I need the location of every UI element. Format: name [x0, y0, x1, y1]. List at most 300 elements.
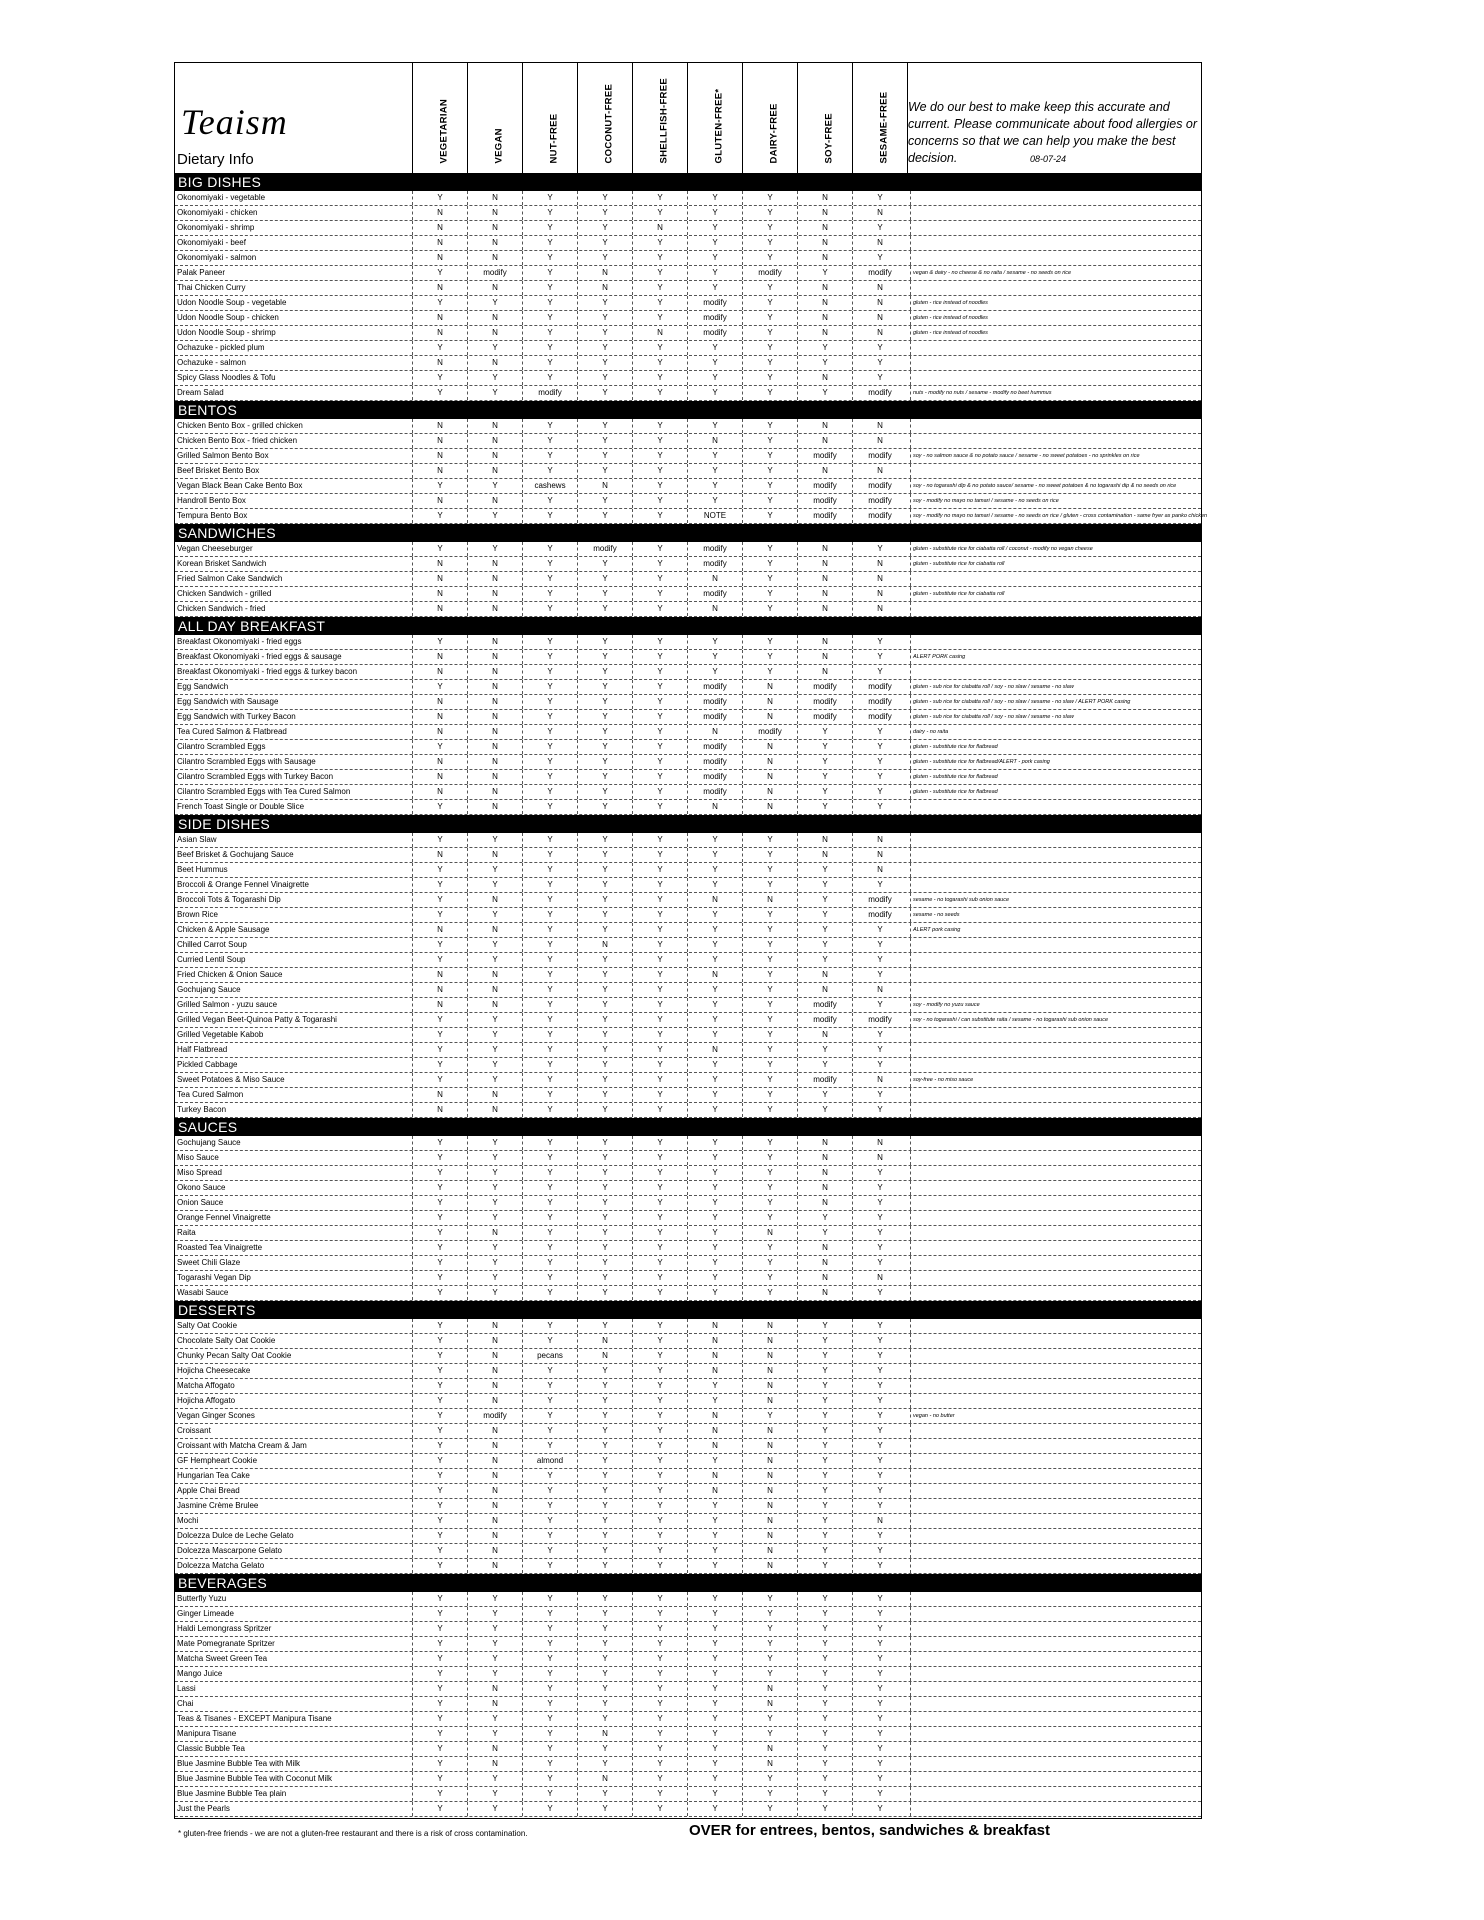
- table-cell: Y: [412, 1652, 467, 1666]
- table-cell: N: [412, 206, 467, 220]
- table-cell: Y: [522, 725, 577, 739]
- table-cell: N: [797, 191, 852, 205]
- table-cell: Y: [577, 953, 632, 967]
- table-cell: Y: [577, 1667, 632, 1681]
- table-row: [175, 725, 1201, 740]
- table-cell: cashews: [522, 479, 577, 493]
- table-cell: Y: [742, 1088, 797, 1102]
- table-cell: N: [797, 1271, 852, 1285]
- table-cell: Y: [412, 479, 467, 493]
- table-cell: Y: [412, 1499, 467, 1513]
- column-header: [577, 63, 632, 173]
- item-name: Chicken Sandwich - grilled: [177, 589, 272, 598]
- table-cell: Y: [797, 356, 852, 370]
- table-cell: Y: [632, 1592, 687, 1606]
- item-note: [910, 1394, 913, 1408]
- table-cell: Y: [852, 1652, 907, 1666]
- column-header-label: SHELLFISH-FREE: [658, 78, 670, 164]
- table-cell: Y: [522, 1727, 577, 1741]
- table-cell: N: [467, 494, 522, 508]
- table-cell: N: [687, 725, 742, 739]
- table-cell: N: [467, 1514, 522, 1528]
- table-cell: Y: [522, 1058, 577, 1072]
- table-cell: Y: [742, 602, 797, 616]
- table-row: [175, 296, 1201, 311]
- table-cell: N: [852, 557, 907, 571]
- table-cell: Y: [632, 1757, 687, 1771]
- table-cell: Y: [632, 371, 687, 385]
- table-cell: Y: [522, 266, 577, 280]
- table-cell: Y: [687, 1592, 742, 1606]
- column-header: [467, 63, 522, 173]
- table-cell: Y: [412, 1349, 467, 1363]
- table-cell: Y: [522, 1319, 577, 1333]
- table-cell: N: [467, 695, 522, 709]
- table-row: [175, 1409, 1201, 1424]
- item-note: [910, 1211, 913, 1225]
- table-cell: Y: [797, 1379, 852, 1393]
- table-cell: Y: [577, 1544, 632, 1558]
- table-cell: Y: [577, 1439, 632, 1453]
- item-note: [910, 1103, 913, 1117]
- table-cell: Y: [742, 1409, 797, 1423]
- table-cell: Y: [852, 1529, 907, 1543]
- table-cell: N: [467, 572, 522, 586]
- table-cell: Y: [742, 1712, 797, 1726]
- table-cell: Y: [412, 833, 467, 847]
- table-cell: Y: [577, 1652, 632, 1666]
- table-cell: N: [797, 572, 852, 586]
- table-cell: Y: [687, 356, 742, 370]
- table-cell: Y: [467, 386, 522, 400]
- table-cell: Y: [467, 509, 522, 523]
- table-row: [175, 1499, 1201, 1514]
- table-cell: N: [797, 251, 852, 265]
- item-name: Half Flatbread: [177, 1045, 228, 1054]
- table-cell: Y: [522, 1544, 577, 1558]
- table-cell: Y: [687, 1757, 742, 1771]
- table-cell: Y: [412, 1271, 467, 1285]
- table-cell: Y: [522, 833, 577, 847]
- table-cell: Y: [687, 953, 742, 967]
- table-cell: N: [742, 1319, 797, 1333]
- table-cell: Y: [852, 1424, 907, 1438]
- table-cell: N: [467, 1334, 522, 1348]
- item-note: [910, 1196, 913, 1210]
- item-note: [910, 191, 913, 205]
- table-cell: Y: [687, 1028, 742, 1042]
- item-note: gluten - rice instead of noodles: [910, 296, 988, 310]
- table-cell: Y: [742, 464, 797, 478]
- table-cell: Y: [577, 206, 632, 220]
- item-note: gluten - rice instead of noodles: [910, 326, 988, 340]
- table-cell: N: [467, 221, 522, 235]
- table-cell: Y: [577, 371, 632, 385]
- table-cell: Y: [632, 1667, 687, 1681]
- table-cell: Y: [742, 1073, 797, 1087]
- table-row: [175, 386, 1201, 401]
- table-row: [175, 1103, 1201, 1118]
- table-cell: Y: [742, 449, 797, 463]
- column-header-label: DAIRY-FREE: [768, 103, 780, 164]
- table-cell: Y: [467, 1271, 522, 1285]
- table-cell: Y: [467, 1241, 522, 1255]
- item-note: [910, 848, 913, 862]
- table-cell: Y: [522, 635, 577, 649]
- table-cell: N: [467, 1088, 522, 1102]
- table-row: [175, 1241, 1201, 1256]
- table-cell: modify: [852, 908, 907, 922]
- item-note: [910, 1514, 913, 1528]
- table-cell: modify: [687, 770, 742, 784]
- table-cell: N: [467, 1319, 522, 1333]
- table-cell: modify: [797, 998, 852, 1012]
- table-cell: Y: [577, 785, 632, 799]
- table-cell: N: [797, 206, 852, 220]
- table-cell: Y: [742, 1013, 797, 1027]
- table-cell: Y: [632, 1286, 687, 1300]
- item-note: [910, 221, 913, 235]
- table-cell: N: [742, 1559, 797, 1573]
- table-cell: Y: [852, 1058, 907, 1072]
- table-cell: N: [412, 326, 467, 340]
- table-cell: modify: [687, 755, 742, 769]
- table-cell: Y: [467, 938, 522, 952]
- table-cell: N: [852, 848, 907, 862]
- table-row: [175, 878, 1201, 893]
- table-cell: Y: [797, 1043, 852, 1057]
- table-cell: Y: [632, 1136, 687, 1150]
- item-note: gluten - substitute rice for ciabatta roll / coconut - modify no vegan cheese: [910, 542, 1093, 556]
- table-cell: Y: [632, 1652, 687, 1666]
- table-cell: Y: [797, 1499, 852, 1513]
- table-cell: modify: [687, 680, 742, 694]
- table-cell: Y: [522, 695, 577, 709]
- item-name: Pickled Cabbage: [177, 1060, 238, 1069]
- table-cell: Y: [467, 1802, 522, 1816]
- table-cell: N: [742, 785, 797, 799]
- table-cell: N: [412, 236, 467, 250]
- table-cell: Y: [522, 1073, 577, 1087]
- item-name: Blue Jasmine Bubble Tea plain: [177, 1789, 287, 1798]
- table-cell: N: [412, 968, 467, 982]
- table-cell: Y: [412, 1394, 467, 1408]
- table-row: [175, 1073, 1201, 1088]
- table-row: [175, 1028, 1201, 1043]
- column-header: [742, 63, 797, 173]
- table-cell: Y: [577, 863, 632, 877]
- table-cell: Y: [797, 1682, 852, 1696]
- table-row: [175, 710, 1201, 725]
- table-cell: Y: [412, 1529, 467, 1543]
- item-note: [910, 1286, 913, 1300]
- table-cell: Y: [522, 1136, 577, 1150]
- table-cell: N: [467, 281, 522, 295]
- item-note: [910, 1772, 913, 1786]
- table-cell: Y: [797, 923, 852, 937]
- table-cell: N: [467, 725, 522, 739]
- table-cell: Y: [687, 635, 742, 649]
- table-cell: N: [467, 785, 522, 799]
- table-cell: N: [797, 665, 852, 679]
- table-row: [175, 542, 1201, 557]
- table-cell: Y: [742, 1151, 797, 1165]
- table-cell: Y: [687, 833, 742, 847]
- item-name: Hojicha Affogato: [177, 1396, 236, 1405]
- table-row: [175, 509, 1208, 524]
- table-cell: N: [467, 464, 522, 478]
- table-cell: N: [742, 1439, 797, 1453]
- table-cell: Y: [852, 968, 907, 982]
- table-cell: Y: [742, 311, 797, 325]
- table-cell: N: [467, 710, 522, 724]
- table-cell: Y: [687, 479, 742, 493]
- table-cell: Y: [632, 1058, 687, 1072]
- table-cell: Y: [522, 740, 577, 754]
- column-header: [687, 63, 742, 173]
- table-cell: N: [742, 1529, 797, 1543]
- table-cell: Y: [632, 1271, 687, 1285]
- table-cell: Y: [797, 1667, 852, 1681]
- table-cell: N: [412, 1103, 467, 1117]
- table-cell: Y: [687, 266, 742, 280]
- item-note: [910, 1607, 913, 1621]
- table-cell: Y: [412, 1454, 467, 1468]
- table-cell: Y: [687, 281, 742, 295]
- item-name: Matcha Sweet Green Tea: [177, 1654, 268, 1663]
- table-cell: Y: [687, 1181, 742, 1195]
- table-row: [175, 968, 1201, 983]
- table-cell: Y: [467, 1772, 522, 1786]
- table-row: [175, 1757, 1201, 1772]
- table-row: [175, 998, 1201, 1013]
- table-cell: N: [467, 1394, 522, 1408]
- table-cell: Y: [687, 1136, 742, 1150]
- table-cell: modify: [687, 740, 742, 754]
- table-cell: Y: [632, 725, 687, 739]
- table-cell: Y: [797, 1364, 852, 1378]
- table-cell: Y: [467, 1013, 522, 1027]
- table-cell: N: [797, 1196, 852, 1210]
- table-cell: Y: [412, 1484, 467, 1498]
- table-cell: N: [577, 1334, 632, 1348]
- table-cell: Y: [412, 1544, 467, 1558]
- table-cell: Y: [742, 494, 797, 508]
- table-cell: Y: [577, 983, 632, 997]
- item-name: Okonomiyaki - shrimp: [177, 223, 255, 232]
- table-cell: Y: [412, 296, 467, 310]
- table-cell: N: [467, 419, 522, 433]
- table-cell: Y: [852, 1469, 907, 1483]
- table-row: [175, 1469, 1201, 1484]
- table-cell: Y: [467, 1196, 522, 1210]
- table-cell: Y: [687, 998, 742, 1012]
- table-cell: Y: [742, 587, 797, 601]
- table-cell: Y: [577, 650, 632, 664]
- table-cell: Y: [577, 1196, 632, 1210]
- table-cell: Y: [852, 770, 907, 784]
- item-note: sesame - no seeds: [910, 908, 959, 922]
- item-name: Okonomiyaki - salmon: [177, 253, 257, 262]
- table-cell: modify: [742, 266, 797, 280]
- table-cell: Y: [797, 1637, 852, 1651]
- table-cell: Y: [412, 1241, 467, 1255]
- item-name: Raita: [177, 1228, 196, 1237]
- table-cell: N: [412, 695, 467, 709]
- item-name: Curried Lentil Soup: [177, 955, 246, 964]
- table-cell: Y: [467, 1622, 522, 1636]
- table-cell: Y: [522, 1088, 577, 1102]
- table-cell: Y: [852, 1622, 907, 1636]
- item-note: [910, 1181, 913, 1195]
- table-cell: Y: [742, 923, 797, 937]
- table-cell: Y: [522, 1607, 577, 1621]
- table-cell: Y: [687, 371, 742, 385]
- table-cell: N: [852, 296, 907, 310]
- table-cell: N: [742, 1349, 797, 1363]
- table-row: [175, 191, 1201, 206]
- table-cell: Y: [412, 542, 467, 556]
- table-cell: Y: [522, 1013, 577, 1027]
- table-cell: Y: [742, 1028, 797, 1042]
- table-cell: N: [467, 1379, 522, 1393]
- table-cell: N: [412, 923, 467, 937]
- table-cell: Y: [852, 1379, 907, 1393]
- table-cell: Y: [522, 1271, 577, 1285]
- table-cell: N: [412, 449, 467, 463]
- table-row: [175, 923, 1201, 938]
- table-cell: Y: [412, 1151, 467, 1165]
- column-header-label: SOY-FREE: [823, 113, 835, 164]
- table-cell: Y: [797, 1592, 852, 1606]
- table-cell: Y: [412, 1682, 467, 1696]
- item-name: Roasted Tea Vinaigrette: [177, 1243, 263, 1252]
- table-cell: N: [852, 863, 907, 877]
- item-name: Spicy Glass Noodles & Tofu: [177, 373, 276, 382]
- table-cell: Y: [797, 878, 852, 892]
- table-row: [175, 1592, 1201, 1607]
- table-cell: Y: [522, 1043, 577, 1057]
- table-cell: Y: [797, 1454, 852, 1468]
- item-name: Cilantro Scrambled Eggs with Tea Cured Salmon: [177, 787, 351, 796]
- table-cell: Y: [797, 1439, 852, 1453]
- table-cell: Y: [742, 1256, 797, 1270]
- table-cell: Y: [797, 785, 852, 799]
- table-row: [175, 1088, 1201, 1103]
- table-cell: modify: [687, 542, 742, 556]
- item-name: Croissant with Matcha Cream & Jam: [177, 1441, 307, 1450]
- table-cell: Y: [412, 1409, 467, 1423]
- table-cell: Y: [467, 1073, 522, 1087]
- table-cell: N: [797, 587, 852, 601]
- table-cell: N: [852, 464, 907, 478]
- table-cell: Y: [797, 1544, 852, 1558]
- table-cell: Y: [852, 1499, 907, 1513]
- item-note: [910, 1151, 913, 1165]
- table-row: [175, 479, 1201, 494]
- table-row: [175, 1607, 1201, 1622]
- table-cell: Y: [577, 1013, 632, 1027]
- table-cell: N: [632, 221, 687, 235]
- table-cell: Y: [522, 602, 577, 616]
- item-note: [910, 371, 913, 385]
- table-row: [175, 1226, 1201, 1241]
- table-cell: Y: [797, 1394, 852, 1408]
- table-cell: Y: [577, 1622, 632, 1636]
- table-cell: Y: [412, 1226, 467, 1240]
- table-cell: Y: [412, 1424, 467, 1438]
- table-cell: Y: [577, 1514, 632, 1528]
- table-row: [175, 221, 1201, 236]
- table-cell: N: [577, 281, 632, 295]
- table-cell: Y: [687, 863, 742, 877]
- table-cell: Y: [687, 1622, 742, 1636]
- table-cell: N: [687, 1334, 742, 1348]
- table-cell: N: [797, 326, 852, 340]
- table-cell: N: [797, 1136, 852, 1150]
- table-cell: N: [797, 602, 852, 616]
- teaism-logo: Teaism: [181, 102, 288, 142]
- table-cell: Y: [852, 1349, 907, 1363]
- table-cell: Y: [742, 1787, 797, 1801]
- item-name: Udon Noodle Soup - shrimp: [177, 328, 276, 337]
- table-cell: Y: [687, 665, 742, 679]
- table-cell: Y: [522, 221, 577, 235]
- table-cell: Y: [852, 938, 907, 952]
- table-cell: Y: [522, 938, 577, 952]
- table-cell: modify: [797, 710, 852, 724]
- table-cell: Y: [797, 938, 852, 952]
- table-cell: Y: [742, 1058, 797, 1072]
- table-cell: Y: [852, 800, 907, 814]
- item-name: Egg Sandwich with Sausage: [177, 697, 279, 706]
- table-cell: N: [412, 434, 467, 448]
- table-cell: Y: [687, 1379, 742, 1393]
- table-cell: Y: [467, 296, 522, 310]
- table-cell: Y: [632, 1544, 687, 1558]
- table-cell: Y: [687, 923, 742, 937]
- table-cell: N: [467, 1697, 522, 1711]
- item-note: [910, 635, 913, 649]
- table-cell: Y: [577, 1226, 632, 1240]
- table-cell: Y: [522, 1499, 577, 1513]
- table-cell: Y: [522, 1484, 577, 1498]
- table-cell: N: [742, 1379, 797, 1393]
- item-name: Chicken & Apple Sausage: [177, 925, 270, 934]
- item-note: [910, 1364, 913, 1378]
- table-cell: Y: [577, 251, 632, 265]
- table-cell: Y: [412, 341, 467, 355]
- table-cell: Y: [687, 206, 742, 220]
- table-cell: Y: [852, 725, 907, 739]
- table-cell: Y: [632, 650, 687, 664]
- table-cell: N: [467, 680, 522, 694]
- table-cell: Y: [852, 1682, 907, 1696]
- table-cell: N: [742, 1334, 797, 1348]
- table-cell: N: [797, 1181, 852, 1195]
- table-cell: Y: [522, 923, 577, 937]
- item-name: Korean Brisket Sandwich: [177, 559, 267, 568]
- table-row: [175, 908, 1201, 923]
- table-cell: Y: [632, 878, 687, 892]
- table-cell: Y: [632, 1226, 687, 1240]
- item-name: Teas & Tisanes - EXCEPT Manipura Tisane: [177, 1714, 332, 1723]
- table-cell: Y: [577, 341, 632, 355]
- table-cell: N: [797, 281, 852, 295]
- table-cell: Y: [797, 1787, 852, 1801]
- table-cell: Y: [852, 221, 907, 235]
- table-cell: N: [467, 983, 522, 997]
